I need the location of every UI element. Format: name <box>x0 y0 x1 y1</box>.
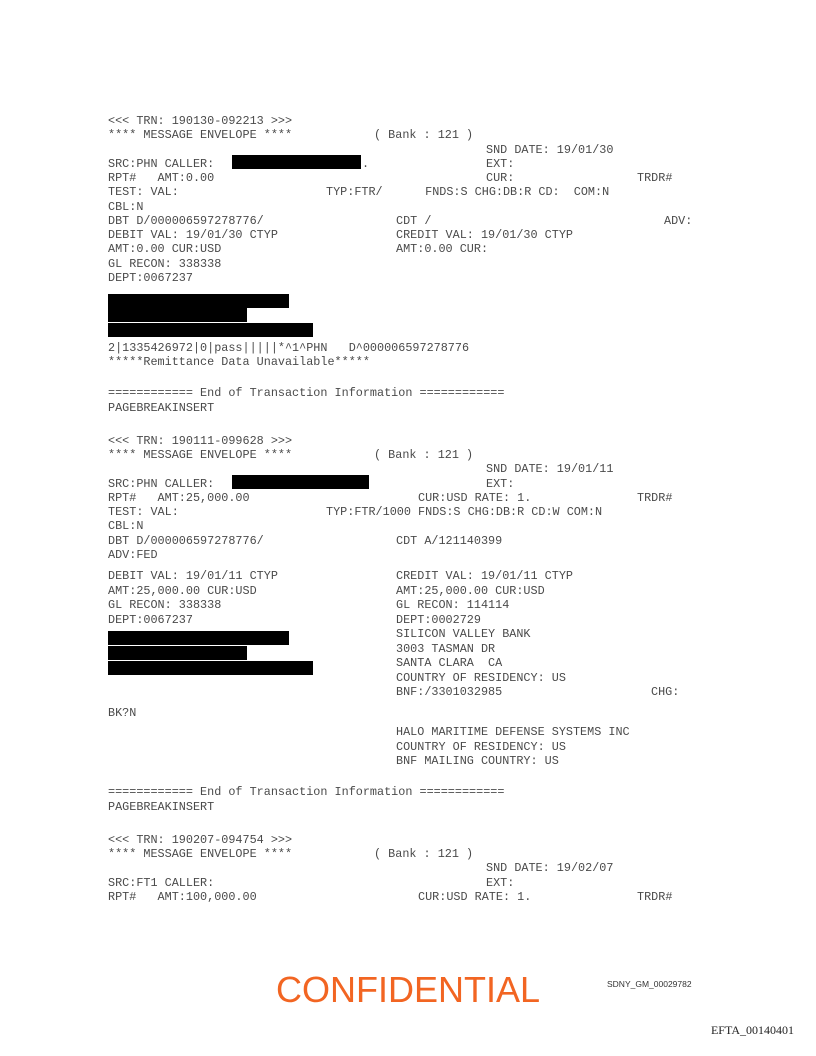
redaction-bar <box>232 475 369 489</box>
beneficiary-bank-city: SANTA CLARA CA <box>396 656 503 670</box>
trn-header: <<< TRN: 190111-099628 >>> <box>108 434 293 448</box>
currency: CUR: <box>486 171 515 185</box>
redaction-bar <box>108 323 313 337</box>
source-caller: SRC:PHN CALLER: <box>108 477 215 491</box>
debit-account: DBT D/000006597278776/ <box>108 534 264 548</box>
bates-number: SDNY_GM_00029782 <box>607 979 692 989</box>
bank-id: ( Bank : 121 ) <box>374 847 474 861</box>
redaction-bar <box>232 155 361 169</box>
report-amount: RPT# AMT:0.00 <box>108 171 215 185</box>
reference-line: 2|1335426972|0|pass|||||*^1^PHN D^000006597278776 <box>108 341 470 355</box>
debit-amount: AMT:0.00 CUR:USD <box>108 242 222 256</box>
send-date: SND DATE: 19/02/07 <box>486 861 614 875</box>
caller-suffix: . <box>362 157 370 171</box>
credit-amount: AMT:25,000.00 CUR:USD <box>396 584 545 598</box>
credit-value-date: CREDIT VAL: 19/01/11 CTYP <box>396 569 573 583</box>
beneficiary-country-of-residency: COUNTRY OF RESIDENCY: US <box>396 740 566 754</box>
report-amount: RPT# AMT:25,000.00 <box>108 491 250 505</box>
debit-value-date: DEBIT VAL: 19/01/30 CTYP <box>108 228 278 242</box>
currency-rate: CUR:USD RATE: 1. <box>418 890 532 904</box>
type-codes: TYP:FTR/ FNDS:S CHG:DB:R CD: COM:N <box>326 185 610 199</box>
envelope-header: **** MESSAGE ENVELOPE **** <box>108 847 293 861</box>
trader: TRDR# <box>637 171 673 185</box>
redaction-bar <box>108 294 289 308</box>
report-amount: RPT# AMT:100,000.00 <box>108 890 257 904</box>
type-codes: TYP:FTR/1000 FNDS:S CHG:DB:R CD:W COM:N <box>326 505 603 519</box>
credit-department: DEPT:0002729 <box>396 613 481 627</box>
credit-account: CDT A/121140399 <box>396 534 503 548</box>
redaction-bar <box>108 646 247 660</box>
source-caller: SRC:PHN CALLER: <box>108 157 215 171</box>
department: DEPT:0067237 <box>108 271 193 285</box>
credit-amount: AMT:0.00 CUR: <box>396 242 489 256</box>
bank-id: ( Bank : 121 ) <box>374 128 474 142</box>
currency-rate: CUR:USD RATE: 1. <box>418 491 532 505</box>
debit-department: DEPT:0067237 <box>108 613 193 627</box>
extension: EXT: <box>486 876 515 890</box>
redaction-bar <box>108 631 289 645</box>
credit-gl-recon: GL RECON: 114114 <box>396 598 510 612</box>
beneficiary-bank-address: 3003 TASMAN DR <box>396 642 496 656</box>
bank-country-of-residency: COUNTRY OF RESIDENCY: US <box>396 671 566 685</box>
end-of-transaction: ============ End of Transaction Information ============ <box>108 785 505 799</box>
trn-header: <<< TRN: 190207-094754 >>> <box>108 833 293 847</box>
trader: TRDR# <box>637 491 673 505</box>
cable-flag: CBL:N <box>108 200 144 214</box>
advice: ADV: <box>664 214 693 228</box>
page-break-marker: PAGEBREAKINSERT <box>108 401 215 415</box>
beneficiary-name: HALO MARITIME DEFENSE SYSTEMS INC <box>396 725 630 739</box>
send-date: SND DATE: 19/01/30 <box>486 143 614 157</box>
confidential-stamp: CONFIDENTIAL <box>275 969 541 1010</box>
page-break-marker: PAGEBREAKINSERT <box>108 800 215 814</box>
envelope-header: **** MESSAGE ENVELOPE **** <box>108 448 293 462</box>
beneficiary-account: BNF:/3301032985 <box>396 685 503 699</box>
bank-id: ( Bank : 121 ) <box>374 448 474 462</box>
credit-value-date: CREDIT VAL: 19/01/30 CTYP <box>396 228 573 242</box>
trn-header: <<< TRN: 190130-092213 >>> <box>108 114 293 128</box>
cable-flag: CBL:N <box>108 519 144 533</box>
extension: EXT: <box>486 157 515 171</box>
debit-amount: AMT:25,000.00 CUR:USD <box>108 584 257 598</box>
end-of-transaction: ============ End of Transaction Information ============ <box>108 386 505 400</box>
source-caller: SRC:FT1 CALLER: <box>108 876 215 890</box>
envelope-header: **** MESSAGE ENVELOPE **** <box>108 128 293 142</box>
charges: CHG: <box>651 685 680 699</box>
redaction-bar <box>108 308 247 322</box>
advice: ADV:FED <box>108 548 158 562</box>
beneficiary-mailing-country: BNF MAILING COUNTRY: US <box>396 754 559 768</box>
extension: EXT: <box>486 477 515 491</box>
debit-gl-recon: GL RECON: 338338 <box>108 598 222 612</box>
bank-flag: BK?N <box>108 706 137 720</box>
trader: TRDR# <box>637 890 673 904</box>
send-date: SND DATE: 19/01/11 <box>486 462 614 476</box>
test-value: TEST: VAL: <box>108 505 179 519</box>
remittance-note: *****Remittance Data Unavailable***** <box>108 355 370 369</box>
gl-recon: GL RECON: 338338 <box>108 257 222 271</box>
efta-number: EFTA_00140401 <box>710 1023 794 1037</box>
debit-account: DBT D/000006597278776/ <box>108 214 264 228</box>
beneficiary-bank-name: SILICON VALLEY BANK <box>396 627 531 641</box>
credit-account: CDT / <box>396 214 432 228</box>
debit-value-date: DEBIT VAL: 19/01/11 CTYP <box>108 569 278 583</box>
test-value: TEST: VAL: <box>108 185 179 199</box>
redaction-bar <box>108 661 313 675</box>
